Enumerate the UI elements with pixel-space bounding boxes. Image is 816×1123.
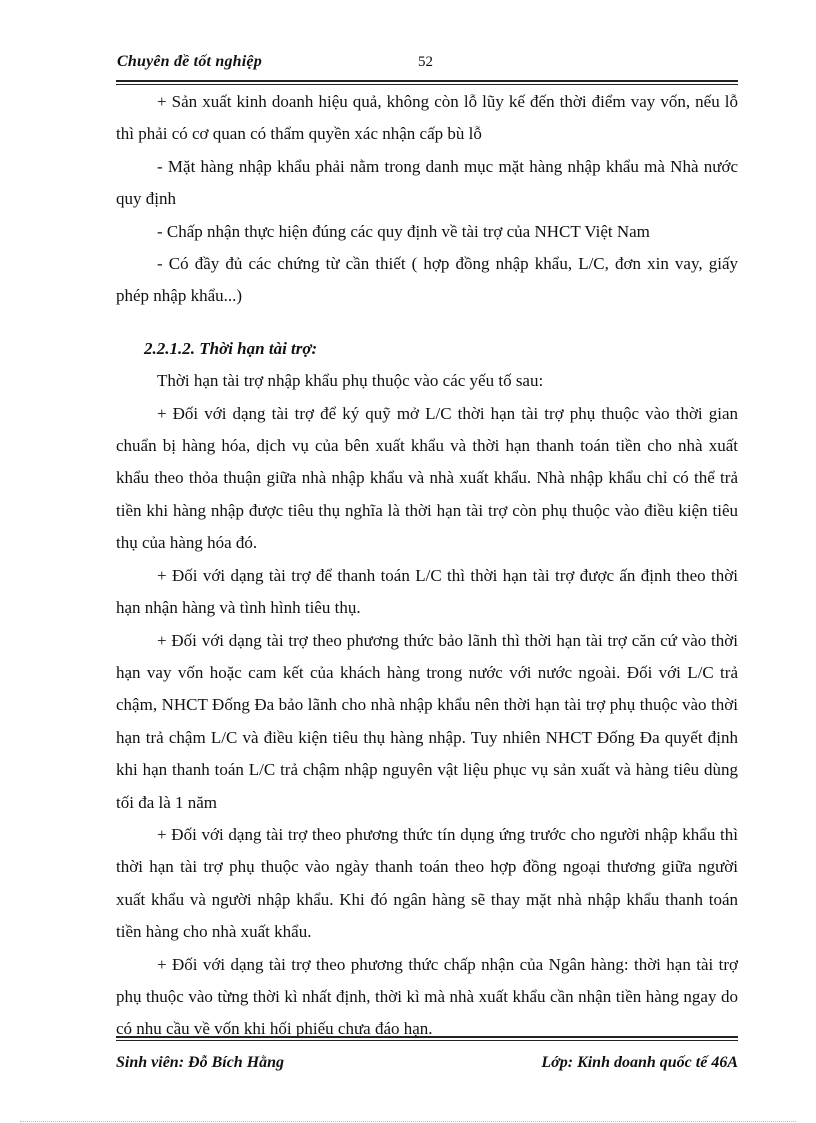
paragraph: - Chấp nhận thực hiện đúng các quy định về tài trợ của NHCT Việt Nam: [157, 221, 650, 241]
footer-rule-top: [116, 1036, 738, 1038]
paragraph: Thời hạn tài trợ nhập khẩu phụ thuộc vào các yếu tố sau:: [157, 371, 544, 391]
paragraph: + Đối với dạng tài trợ để ký quỹ mở L/C thời hạn tài trợ phụ thuộc vào thời gian chuẩn bị hàng hóa, dịch vụ của bên xuất khẩu và thời hạn thanh toán tiền cho nhà xuất khẩu theo thỏa thuận giữa nhà nhập khẩu và nhà xuất khẩu. Nhà nhập khẩu chỉ có thể trả tiền khi hàng nhập được tiêu thụ nghĩa là thời hạn tài trợ còn phụ thuộc vào điều kiện tiêu thụ của hàng hóa đó.: [116, 403, 738, 553]
section-heading: 2.2.1.2. Thời hạn tài trợ:: [144, 338, 318, 358]
paragraph: - Mặt hàng nhập khẩu phải nằm trong danh mục mặt hàng nhập khẩu mà Nhà nước quy định: [116, 156, 738, 209]
paragraph: + Đối với dạng tài trợ theo phương thức tín dụng ứng trước cho người nhập khẩu thì thời hạn tài trợ phụ thuộc vào ngày thanh toán theo hợp đồng ngoại thương giữa người xuất khẩu và người nhập khẩu. Khi đó ngân hàng sẽ thay mặt nhà nhập khẩu thanh toán tiền hàng cho nhà xuất khẩu.: [116, 824, 738, 942]
footer-student: Sinh viên: Đỗ Bích Hằng: [116, 1054, 285, 1071]
paragraph: + Đối với dạng tài trợ theo phương thức bảo lãnh thì thời hạn tài trợ căn cứ vào thời hạn vay vốn hoặc cam kết của khách hàng trong nước với nước ngoài. Đối với L/C trả chậm, NHCT Đống Đa bảo lãnh cho nhà nhập khẩu nên thời hạn tài trợ phụ thuộc vào thời hạn trả chậm L/C và điều kiện tiêu thụ hàng nhập. Tuy nhiên NHCT Đống Đa quyết định khi hạn thanh toán L/C trả chậm nhập nguyên vật liệu phục vụ sản xuất và hàng tiêu dùng tối đa là 1 năm: [116, 630, 738, 812]
paragraph: - Có đầy đủ các chứng từ cần thiết ( hợp đồng nhập khẩu, L/C, đơn xin vay, giấy phép nhập khẩu...): [116, 254, 738, 306]
page-number: 52: [418, 54, 433, 70]
body-text: [116, 86, 738, 1046]
paragraph: + Đối với dạng tài trợ để thanh toán L/C thì thời hạn tài trợ được ấn định theo thời hạn nhận hàng và tình hình tiêu thụ.: [116, 565, 738, 618]
footer-class: Lớp: Kinh doanh quốc tế 46A: [541, 1054, 738, 1071]
paragraph: + Sản xuất kinh doanh hiệu quả, không còn lỗ lũy kế đến thời điểm vay vốn, nếu lỗ thì phải có cơ quan có thẩm quyền xác nhận cấp bù lỗ: [116, 92, 738, 144]
header-title: Chuyên đề tốt nghiệp: [117, 53, 262, 70]
header-rule-top: [116, 80, 738, 82]
footer-rule-bottom: [116, 1040, 738, 1041]
paragraph: + Đối với dạng tài trợ theo phương thức chấp nhận của Ngân hàng: thời hạn tài trợ phụ thuộc vào từng thời kì nhất định, thời kì mà nhà xuất khẩu cần nhận tiền hàng ngay do có nhu cầu về vốn khi hối phiếu chưa đáo hạn.: [116, 954, 738, 1039]
header-rule-bottom: [116, 84, 738, 85]
page-edge-divider: [20, 1121, 796, 1122]
